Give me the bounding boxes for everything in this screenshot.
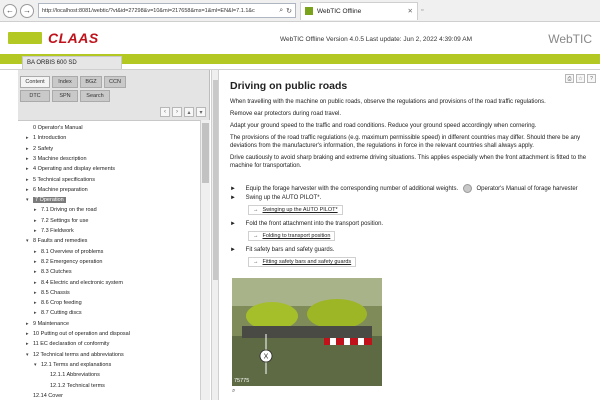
expanded-arrow-icon[interactable]: ▾ — [34, 361, 37, 368]
favicon-icon — [305, 7, 313, 15]
zoom-icon[interactable]: ⌕ — [232, 388, 236, 394]
tree-item-label[interactable]: 11 EC declaration of conformity — [33, 341, 110, 348]
instruction-step — [230, 194, 596, 202]
tree-item-label[interactable]: 8.7 Cutting discs — [41, 310, 82, 317]
collapsed-arrow-icon[interactable]: ▸ — [34, 228, 37, 234]
tree-item[interactable] — [34, 299, 82, 308]
tree-item[interactable] — [26, 134, 66, 143]
expanded-arrow-icon[interactable]: ▾ — [26, 197, 29, 204]
tree-item-label[interactable]: 2 Safety — [33, 145, 54, 152]
link-arrow-icon: → — [253, 207, 259, 213]
paragraph: When travelling with the machine on public roads, observe the regulations and provisions of the road traffic regulations. — [230, 99, 546, 105]
tree-item-label[interactable]: 4 Operating and display elements — [33, 166, 115, 173]
tree-item-label[interactable]: 12.1.2 Technical terms — [50, 382, 105, 389]
step-text: Equip the forage harvester with the corresponding number of additional weights. — [245, 186, 459, 193]
tree-item[interactable] — [34, 309, 82, 318]
favorite-icon[interactable]: ☆ — [576, 74, 585, 83]
tree-item[interactable] — [43, 382, 105, 391]
tree-item[interactable] — [34, 227, 74, 236]
back-arrow-icon[interactable]: ← — [3, 4, 17, 18]
step-text: Swing up the AUTO PILOT*. — [245, 195, 322, 201]
tree-item-label[interactable]: 3 Machine description — [33, 155, 87, 162]
collapsed-arrow-icon[interactable]: ▸ — [26, 331, 29, 337]
tree-item-label[interactable]: 6 Machine preparation — [33, 186, 88, 193]
reference-icon — [463, 184, 472, 193]
tree-item[interactable] — [26, 330, 130, 339]
collapsed-arrow-icon[interactable]: ▸ — [26, 166, 29, 173]
expand-right-icon[interactable]: › — [172, 107, 182, 117]
tree-item[interactable] — [26, 237, 87, 246]
tree-scrollbar[interactable] — [200, 120, 210, 400]
collapsed-arrow-icon[interactable]: ▸ — [34, 217, 37, 224]
browser-tab[interactable] — [300, 2, 418, 20]
tree-item-label[interactable]: 12.1 Terms and explanations — [41, 361, 112, 368]
address-bar[interactable] — [38, 3, 296, 18]
tab-bgz[interactable]: BGZ — [80, 76, 102, 88]
tree-item-label[interactable]: 8.4 Electric and electronic system — [41, 279, 123, 286]
machine-tab[interactable]: BA ORBIS 600 SD — [22, 56, 122, 69]
collapsed-arrow-icon[interactable]: ▸ — [26, 135, 29, 142]
link-swinging-up[interactable]: → Swinging up the AUTO PILOT* — [248, 205, 343, 215]
page-title: Driving on public roads — [230, 80, 348, 92]
tree-item-label[interactable]: 1 Introduction — [33, 135, 67, 142]
tree-item-label[interactable]: 5 Technical specifications — [33, 176, 95, 183]
tree-item-label[interactable]: 0 Operator's Manual — [33, 125, 83, 131]
link-arrow-icon: → — [253, 233, 259, 239]
machine-photo[interactable] — [232, 278, 382, 386]
toc-tree — [18, 120, 200, 400]
tree-item-label[interactable]: 7.1 Driving on the road — [41, 207, 97, 214]
collapsed-arrow-icon[interactable]: ▸ — [26, 145, 29, 152]
tab-content[interactable]: Content — [20, 76, 50, 88]
tree-item[interactable] — [26, 186, 88, 195]
splitter-scrollbar[interactable] — [211, 70, 219, 400]
tree-item[interactable] — [34, 289, 70, 298]
paragraph: Adapt your ground speed to the traffic and road conditions. Reduce your ground speed accordingly when cornering. — [230, 123, 537, 129]
tree-item[interactable] — [26, 165, 115, 174]
step-text: Fold the front attachment into the transport position. — [245, 221, 384, 227]
collapsed-arrow-icon[interactable]: ▸ — [34, 289, 37, 296]
tree-item[interactable] — [26, 176, 95, 185]
collapsed-arrow-icon[interactable]: ▸ — [34, 300, 37, 307]
tree-item[interactable] — [26, 340, 109, 349]
forward-arrow-icon[interactable]: → — [20, 4, 34, 18]
browser-tab-title: WebTIC Offline — [317, 7, 362, 15]
print-icon[interactable]: ⎙ — [565, 74, 574, 83]
tree-item-label[interactable]: 8.5 Chassis — [41, 289, 70, 296]
tree-item[interactable] — [34, 279, 123, 288]
paragraph: The provisions of the road traffic regulations (e.g. maximum permissible speed) in different countries may differ. Should there be any deviations from the manufacturer's information, the regulations in force in the relevant countries shall always apply. — [230, 135, 581, 149]
instruction-step — [230, 184, 596, 193]
tree-item-label[interactable]: 12.1.1 Abbreviations — [50, 372, 100, 379]
expanded-arrow-icon[interactable]: ▾ — [26, 238, 29, 245]
tab-index[interactable]: Index — [52, 76, 78, 88]
product-name: WebTIC — [548, 32, 592, 46]
url-text[interactable]: http://localhost:8081/webtic/?vt&id=27298&v=10&mi=217658&ms=1&ml=EN&l=7.1.1&c — [42, 7, 255, 14]
tree-item-label[interactable]: 8.3 Clutches — [41, 269, 72, 276]
tree-item-label[interactable]: 7 Operation — [35, 197, 64, 204]
tree-item-label[interactable]: 10 Putting out of operation and disposal — [33, 331, 130, 337]
tree-item-label[interactable]: 8.6 Crop feeding — [41, 300, 82, 307]
instruction-step — [230, 220, 596, 228]
collapsed-arrow-icon[interactable]: ▸ — [26, 320, 29, 327]
tree-item[interactable] — [26, 145, 53, 154]
collapsed-arrow-icon[interactable]: ▸ — [34, 279, 37, 286]
collapsed-arrow-icon[interactable]: ▸ — [34, 310, 37, 317]
tab-spn[interactable]: SPN — [52, 90, 78, 102]
tree-item[interactable] — [26, 155, 87, 164]
step-bullet-icon: ► — [230, 186, 236, 193]
photo-illustration — [232, 278, 382, 386]
tree-item-label[interactable]: 7.2 Settings for use — [41, 217, 89, 224]
scroll-thumb[interactable] — [213, 80, 218, 280]
tree-item[interactable] — [43, 371, 100, 380]
logo-stripe — [8, 32, 42, 44]
tab-search[interactable]: Search — [80, 90, 110, 102]
collapsed-arrow-icon[interactable]: ▸ — [26, 155, 29, 162]
figure-number: 75775 — [234, 378, 250, 384]
figure-marker: X — [263, 353, 269, 361]
expanded-arrow-icon[interactable]: ▾ — [26, 351, 29, 358]
new-tab-icon[interactable]: ▫ — [421, 7, 424, 14]
tree-item-label[interactable]: 8.1 Overview of problems — [41, 248, 104, 255]
link-arrow-icon: → — [253, 259, 259, 265]
tab-dtc[interactable]: DTC — [20, 90, 50, 102]
collapsed-arrow-icon[interactable]: ▸ — [26, 341, 29, 348]
tree-item[interactable] — [26, 351, 124, 360]
tree-item[interactable] — [34, 268, 72, 277]
link-folding[interactable]: → Folding to transport position — [248, 231, 335, 241]
navigation-panel — [18, 70, 210, 400]
down-arrow-icon[interactable]: ▾ — [196, 107, 206, 117]
document-view — [222, 70, 600, 400]
content-toolbar — [563, 74, 596, 83]
browser-toolbar — [0, 0, 600, 22]
up-arrow-icon[interactable]: ▴ — [184, 107, 194, 117]
collapse-left-icon[interactable]: ‹ — [160, 107, 170, 117]
tree-item[interactable] — [26, 320, 69, 329]
collapsed-arrow-icon[interactable]: ▸ — [34, 207, 37, 214]
nav-tabs — [18, 72, 210, 102]
app-header — [0, 22, 600, 54]
paragraph: Drive cautiously to avoid sharp braking and extreme driving situations. This applies especially when the front attachment is fitted to the machine for transportation. — [230, 155, 587, 169]
tree-item[interactable] — [26, 196, 66, 205]
step-bullet-icon: ► — [230, 247, 236, 253]
collapsed-arrow-icon[interactable]: ▸ — [34, 258, 37, 265]
collapsed-arrow-icon[interactable]: ▸ — [26, 186, 29, 193]
help-icon[interactable]: ? — [587, 74, 596, 83]
tree-item-label[interactable]: 12.14 Cover — [33, 392, 63, 399]
collapsed-arrow-icon[interactable]: ▸ — [26, 176, 29, 183]
tree-item[interactable] — [26, 392, 63, 400]
tree-item-label[interactable]: 12 Technical terms and abbreviations — [33, 351, 124, 358]
version-info: WebTIC Offline Version 4.0.5 Last update: Jun 2, 2022 4:39:09 AM — [280, 36, 472, 43]
step-reference: Operator's Manual of forage harvester — [476, 186, 578, 193]
step-text: Fit safety bars and safety guards. — [245, 247, 335, 253]
collapsed-arrow-icon[interactable]: ▸ — [34, 269, 37, 276]
tree-item[interactable] — [26, 124, 83, 133]
link-safety-bars[interactable]: → Fitting safety bars and safety guards — [248, 257, 356, 267]
scroll-thumb[interactable] — [202, 123, 209, 183]
paragraph: Remove ear protectors during road travel. — [230, 111, 342, 117]
instruction-step — [230, 246, 596, 254]
claas-logo: CLAAS — [48, 30, 99, 46]
step-bullet-icon: ► — [230, 195, 236, 201]
tree-item[interactable] — [34, 217, 88, 226]
step-bullet-icon: ► — [230, 221, 236, 227]
tree-item-label[interactable]: 7.3 Fieldwork — [41, 228, 74, 234]
tree-toolbar — [18, 104, 210, 120]
tree-item-label[interactable]: 8.2 Emergency operation — [41, 258, 103, 265]
tree-item[interactable] — [34, 206, 97, 215]
search-icon[interactable]: ⌕ — [279, 6, 284, 14]
close-tab-icon[interactable]: ✕ — [407, 8, 413, 15]
tree-item[interactable] — [34, 361, 111, 370]
tab-ccn[interactable]: CCN — [104, 76, 126, 88]
collapsed-arrow-icon[interactable]: ▸ — [34, 248, 37, 255]
tree-item-label[interactable]: 8 Faults and remedies — [33, 238, 88, 245]
refresh-icon[interactable]: ↻ — [286, 7, 292, 15]
tree-item[interactable] — [34, 248, 103, 257]
tree-item-label[interactable]: 9 Maintenance — [33, 320, 70, 327]
tree-item[interactable] — [34, 258, 102, 267]
